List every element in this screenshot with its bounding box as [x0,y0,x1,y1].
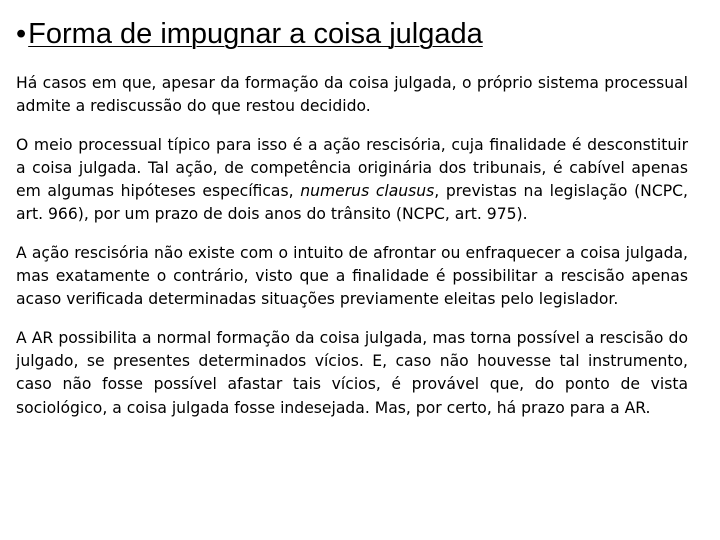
paragraph-2-text-after: , previstas na legislação (NCPC, art. 966), por um prazo de dois anos do trânsito (NCPC, art. 975). [16,182,688,224]
title-bullet: • [16,18,27,50]
paragraph-3 [16,242,688,312]
title-text: Forma de impugnar a coisa julgada [28,18,483,50]
paragraph-2-text-before: O meio processual típico para isso é a ação rescisória, cuja finalidade é desconstituir a coisa julgada. Tal ação, de competência originária dos tribunais, é cabível apenas em algumas hipóteses específicas, [16,135,688,201]
paragraph-3-text: A ação rescisória não existe com o intuito de afrontar ou enfraquecer a coisa julgada, mas exatamente o contrário, visto que a finalidade é possibilitar a rescisão apenas acaso verificada determinadas situações previamente eleitas pelo legislador. [16,243,688,309]
slide-body [16,72,688,435]
paragraph-4-text: A AR possibilita a normal formação da coisa julgada, mas torna possível a rescisão do julgado, se presentes determinados vícios. E, caso não houvesse tal instrumento, caso não fosse possível afastar tais vícios, é provável que, do ponto de vista sociológico, a coisa julgada fosse indesejada. Mas, por certo, há prazo para a AR. [16,328,688,417]
paragraph-1-text: Há casos em que, apesar da formação da coisa julgada, o próprio sistema processual admite a rediscussão do que restou decidido. [16,74,688,116]
paragraph-4 [16,327,688,420]
slide-title [16,14,483,54]
paragraph-2-italic-term: numerus clausus [300,182,435,201]
paragraph-1 [16,72,688,119]
paragraph-2 [16,134,688,227]
